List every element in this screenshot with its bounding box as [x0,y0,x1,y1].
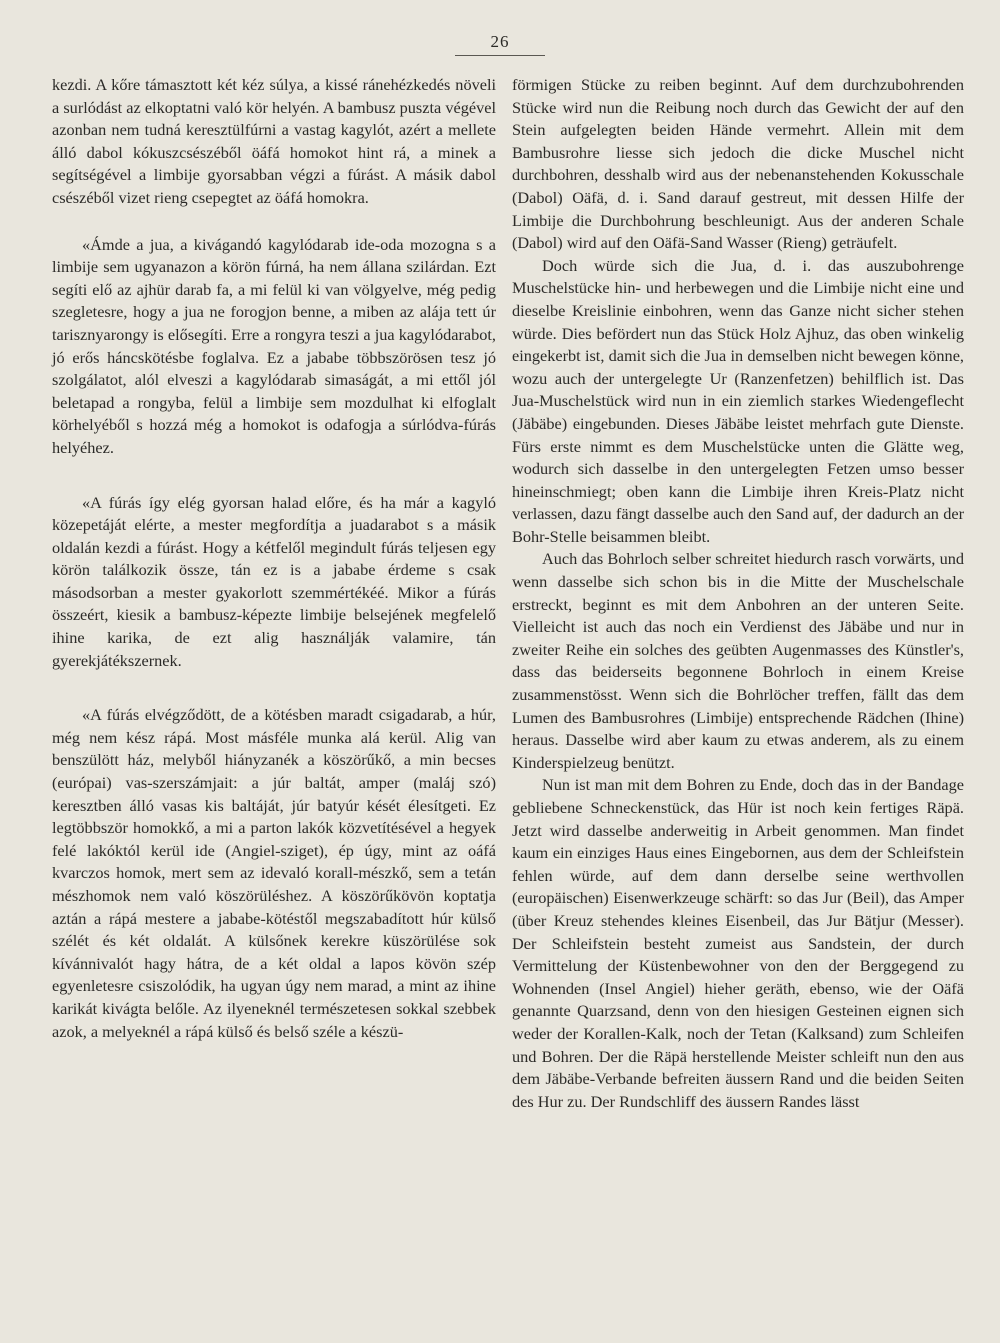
paragraph: kezdi. A kőre támasztott két kéz súlya, a kissé ránehézkedés növeli a surlódást az elkoptatni való kör helyén. A bambusz puszta végével azonban nem tudná keresztülfúrni a vastag kagylót, azért a mellete álló dabol kókuszcsészéből öáfá homokot hint rá, a minek a segítségével a limbije gyorsabban végzi a fúrást. A másik dabol csészéből vizet rieng csepegtet az öáfá homokra. [52,75,496,207]
page-number: 26 [490,32,510,51]
german-column [512,74,964,1113]
paragraph: Doch würde sich die Jua, d. i. das auszubohrenge Muschelstücke hin- und herbewegen und die Limbije nicht eine und dieselbe Kreislinie einbohren, wenn das Ganze nicht sicher stehen würde. Dies befördert nun das Stück Holz Ajhuz, das oben winkelig eingekerbt ist, damit sich die Jua in demselben nicht bewegen könne, wozu auch der untergelegte Ur (Ranzenfetzen) behilflich ist. Das Jua-Muschelstück wird nun in ein ziemlich starkes Wiedengeflecht (Jäbäbe) eingebunden. Dieses Jäbäbe leistet mehrfach gute Dienste. Fürs erste nimmt es dem Muschelstücke unten die Glätte weg, wodurch sich dasselbe in den untergelegten Fetzen umso besser hineinschmiegt; oben kann die Limbije ihren Kreis-Platz nicht verlassen, dazu fängt dasselbe auch den Sand auf, der dadurch an der Bohr-Stelle beisammen bleibt. [512,255,964,546]
header-rule [455,55,545,56]
paragraph: Nun ist man mit dem Bohren zu Ende, doch das in der Bandage gebliebene Schneckenstück, das Hür ist noch kein fertiges Räpä. Jetzt wird dasselbe anderweitig in Arbeit genommen. Man findet kaum ein einziges Haus eines Eingebornen, aus dem der Schleifstein fehlen würde, auf dem dann derselbe seine werthvollen (europäischen) Eisenwerkzeuge schärft: so das Jur (Beil), das Amper (über Kreuz stehendes kleines Eisenbeil, das Jur Bätjur (Messer). Der Schleifstein besteht zumeist aus Sandstein, der durch Vermittelung der Küstenbewohner von den der Berggegend zu Wohnenden (Insel Angiel) hieher geräth, ebenso, wie der Oäfä genannte Quarzsand, denn von den hiesigen Gesteinen eignen sich weder der Korallen-Kalk, noch der Tetan (Kalksand) zum Schleifen und Bohren. Der die Räpä herstellende Meister schleift nun den aus dem Jäbäbe-Verbande befreiten äussern Rand und die beiden Seiten des Hur zu. Der Rundschliff des äussern Randes lässt [512,775,964,1111]
paragraph: «A fúrás így elég gyorsan halad előre, és ha már a kagyló közepetáját elérte, a mester megfordítja a juadarabot s a másik oldalán kezdi a fúrást. Hogy a kétfelől megindult fúrás teljesen egy körön találkozik össze, tán ez is a jababe érdeme s csak másodsorban a mester gyakorlott szemmértékéé. Mikor a fúrás összeért, kiesik a bambusz-képezte limbije belsejének megfelelő ihine karika, de ezt alig használják valamire, tán gyerekjátékszernek. [52,492,496,670]
paragraph: Auch das Bohrloch selber schreitet hiedurch rasch vorwärts, und wenn dasselbe sich schon bis in die Mitte der Muschelschale erstreckt, beginnt es mit dem Anbohren an der unteren Seite. Vielleicht ist auch das noch ein Verdienst des Jäbäbe und nur in zweiter Reihe ein solches des geübten Augenmasses des Künstler's, dass das beiderseits begonnene Bohrloch in einem Kreise zusammenstösst. Wenn sich die Bohrlöcher treffen, fällt das dem Lumen des Bambusrohres (Limbije) entsprechende Rädchen (Ihine) heraus. Dasselbe wird aber kaum zu etwas anderem, als zu einem Kinderspielzeug benützt. [512,549,964,772]
paragraph: förmigen Stücke zu reiben beginnt. Auf dem durchzubohrenden Stücke wird nun die Reibung noch durch das Gewicht der auf den Stein aufgelegten beiden Hände vermehrt. Allein mit dem Bambusrohre liesse sich jedoch die dicke Muschel nicht durchbohren, desshalb wird aus der nebenanstehenden Kokusschale (Dabol) Oäfä, d. i. Sand darauf gestreut, mit dessen Hilfe der Limbije die Durchbohrung beschleunigt. Aus der anderen Schale (Dabol) wird auf den Oäfä-Sand Wasser (Rieng) geträufelt. [512,75,964,253]
hungarian-column [52,74,496,1043]
paragraph: «A fúrás elvégződött, de a kötésben maradt csigadarab, a húr, még nem kész rápá. Most másféle munka alá kerül. Alig van benszülött ház, melyből hiányzanék a köszörűkő, a min becses (európai) vas-szerszámjait: a júr baltát, amper (maláj szó) keresztben álló vasas kis baltáját, júr batyúr kését élesítgeti. Ez legtöbbször homokkő, a mi a parton lakók közvetítésével a hegyek felé lakóktól kerül ide (Angiel-sziget), ép úgy, mint az oáfá kvarczos homok, mert sem az idevaló korall-mészkő, sem a tetán mészhomok nem való köszörüléshez. A köszörűkövön koptatja aztán a rápá mestere a jababe-kötéstől megszabadított húr külső szélét és két oldalát. A külsőnek kerekre küszörülése sok kívánnivalót hagy hátra, de a két oldal a lapos kövön szép egyenletesre csiszolódik, ha ugyan úgy nem marad, a mint az ihine karikát kivágta belőle. Az ilyeneknél természetesen sokkal szebbek azok, a melyeknél a rápá külső és belső széle a készü- [52,705,496,1041]
paragraph: «Ámde a jua, a kivágandó kagylódarab ide-oda mozogna s a limbije sem ugyanazon a körön fúrná, ha nem állana szilárdan. Ezt segíti elő az ajhür darab fa, a mi felül ki van völgyelve, még pedig szegletesre, hogy a jua ne forogjon benne, a miben az alája tett úr tarisznyarongy is elősegíti. Erre a rongyra teszi a jua kagylódarabot, jó erős háncskötésbe foglalva. Ez a jababe többszörösen tesz jó szolgálatot, alól elveszi a kagylódarab simaságát, a mi ettől jól beletapad a rongyba, felül a limbije sem mozdulhat ki elfoglalt körhelyéből s hozzá még a homokot is odafogja a súrlódva-fúrás helyéhez. [52,234,496,457]
